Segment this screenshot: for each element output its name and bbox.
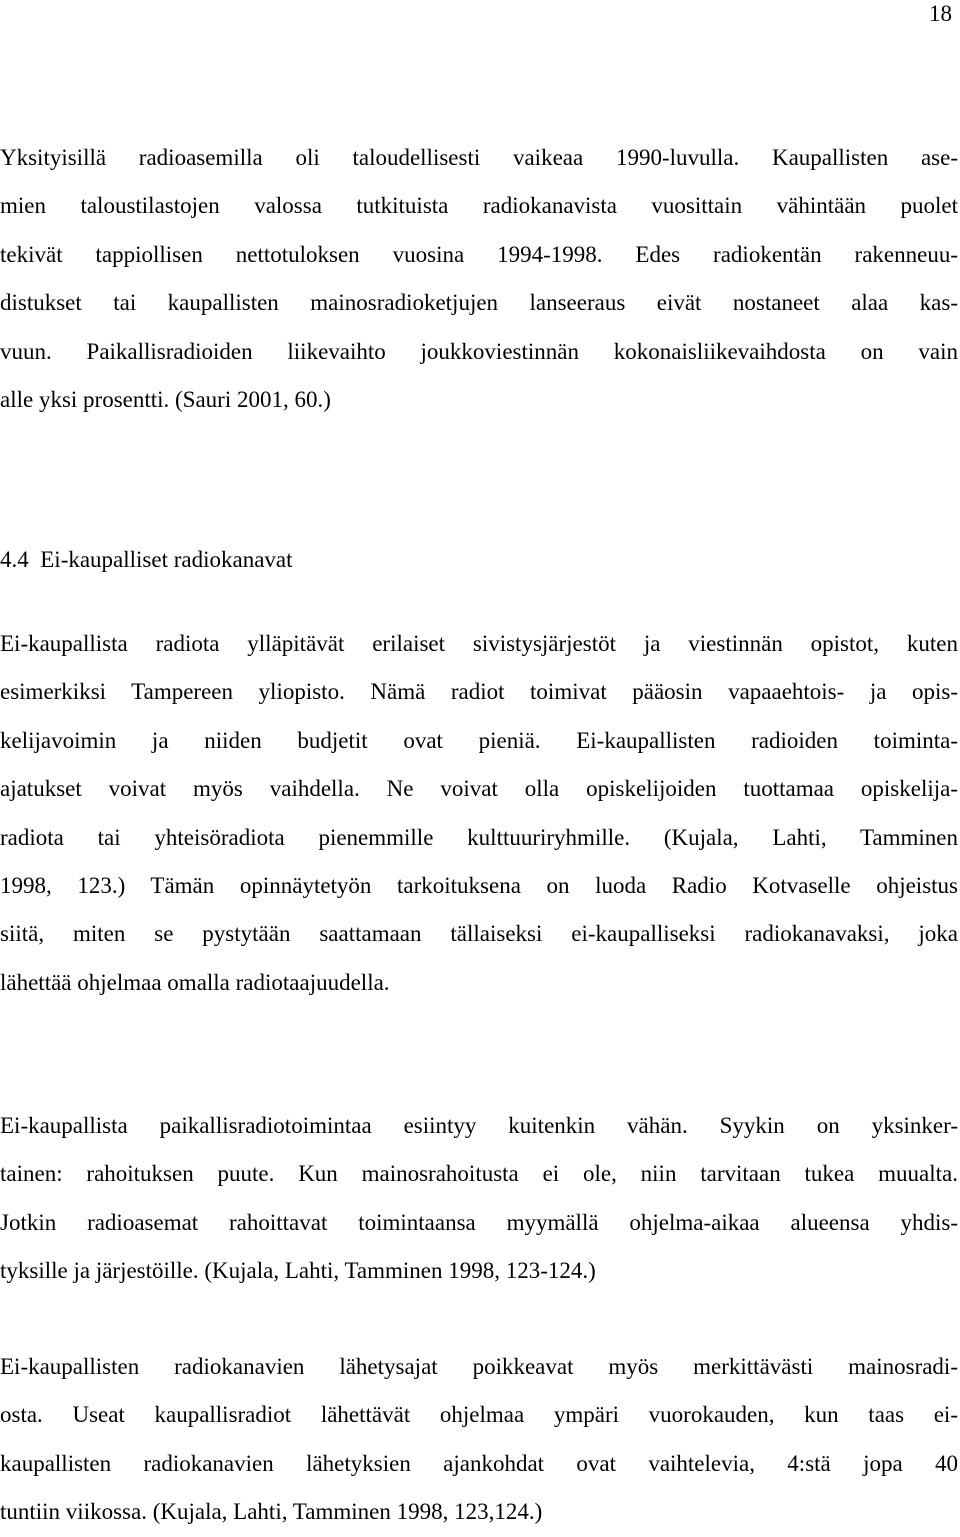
paragraph-line: Yksityisillä radioasemilla oli taloudellisesti vaikeaa 1990-luvulla. Kaupallisten ase-: [0, 145, 958, 170]
paragraph-line: kelijavoimin ja niiden budjetit ovat pieniä. Ei-kaupallisten radioiden toiminta-: [0, 727, 958, 753]
section-number: 4.4: [0, 547, 29, 572]
paragraph-2: [0, 620, 958, 1007]
paragraph-line: alle yksi prosentti. (Sauri 2001, 60.): [0, 386, 331, 412]
paragraph-line: Ei-kaupallisten radiokanavien lähetysajat poikkeavat myös merkittävästi mainosradi-: [0, 1354, 958, 1379]
paragraph-line: esimerkiksi Tampereen yliopisto. Nämä radiot toimivat pääosin vapaaehtois- ja opis-: [0, 679, 958, 705]
section-title: Ei-kaupalliset radiokanavat: [40, 547, 293, 572]
paragraph-4: [0, 1343, 958, 1537]
paragraph-line: Ei-kaupallista paikallisradiotoimintaa esiintyy kuitenkin vähän. Syykin on yksinker-: [0, 1113, 958, 1138]
paragraph-1: [0, 134, 958, 424]
paragraph-line: vuun. Paikallisradioiden liikevaihto joukkoviestinnän kokonaisliikevaihdosta on vain: [0, 338, 958, 364]
paragraph-line: radiota tai yhteisöradiota pienemmille kulttuuriryhmille. (Kujala, Lahti, Tamminen: [0, 824, 958, 850]
paragraph-line: Jotkin radioasemat rahoittavat toimintaansa myymällä ohjelma-aikaa alueensa yhdis-: [0, 1209, 958, 1235]
paragraph-line: osta. Useat kaupallisradiot lähettävät ohjelmaa ympäri vuorokauden, kun taas ei-: [0, 1402, 958, 1428]
paragraph-line: tyksille ja järjestöille. (Kujala, Lahti, Tamminen 1998, 123-124.): [0, 1258, 596, 1284]
paragraph-line: Ei-kaupallista radiota ylläpitävät erilaiset sivistysjärjestöt ja viestinnän opistot, kuten: [0, 631, 958, 656]
paragraph-line: lähettää ohjelmaa omalla radiotaajuudella.: [0, 969, 390, 995]
paragraph-line: tekivät tappiollisen nettotuloksen vuosina 1994-1998. Edes radiokentän rakenneuu-: [0, 241, 958, 267]
paragraph-line: tuntiin viikossa. (Kujala, Lahti, Tamminen 1998, 123,124.): [0, 1499, 543, 1525]
paragraph-line: ajatukset voivat myös vaihdella. Ne voivat olla opiskelijoiden tuottamaa opiskelija-: [0, 776, 958, 802]
paragraph-line: 1998, 123.) Tämän opinnäytetyön tarkoituksena on luoda Radio Kotvaselle ohjeistus: [0, 872, 958, 898]
paragraph-line: kaupallisten radiokanavien lähetyksien ajankohdat ovat vaihtelevia, 4:stä jopa 40: [0, 1450, 958, 1476]
paragraph-line: siitä, miten se pystytään saattamaan tällaiseksi ei-kaupalliseksi radiokanavaksi, joka: [0, 921, 958, 947]
paragraph-line: tainen: rahoituksen puute. Kun mainosrahoitusta ei ole, niin tarvitaan tukea muualta.: [0, 1161, 958, 1187]
page-number: 18: [929, 1, 952, 26]
section-heading: [0, 536, 293, 584]
paragraph-3: [0, 1102, 958, 1296]
paragraph-line: distukset tai kaupallisten mainosradioketjujen lanseeraus eivät nostaneet alaa kas-: [0, 290, 958, 316]
paragraph-line: mien taloustilastojen valossa tutkituista radiokanavista vuosittain vähintään puolet: [0, 193, 958, 219]
